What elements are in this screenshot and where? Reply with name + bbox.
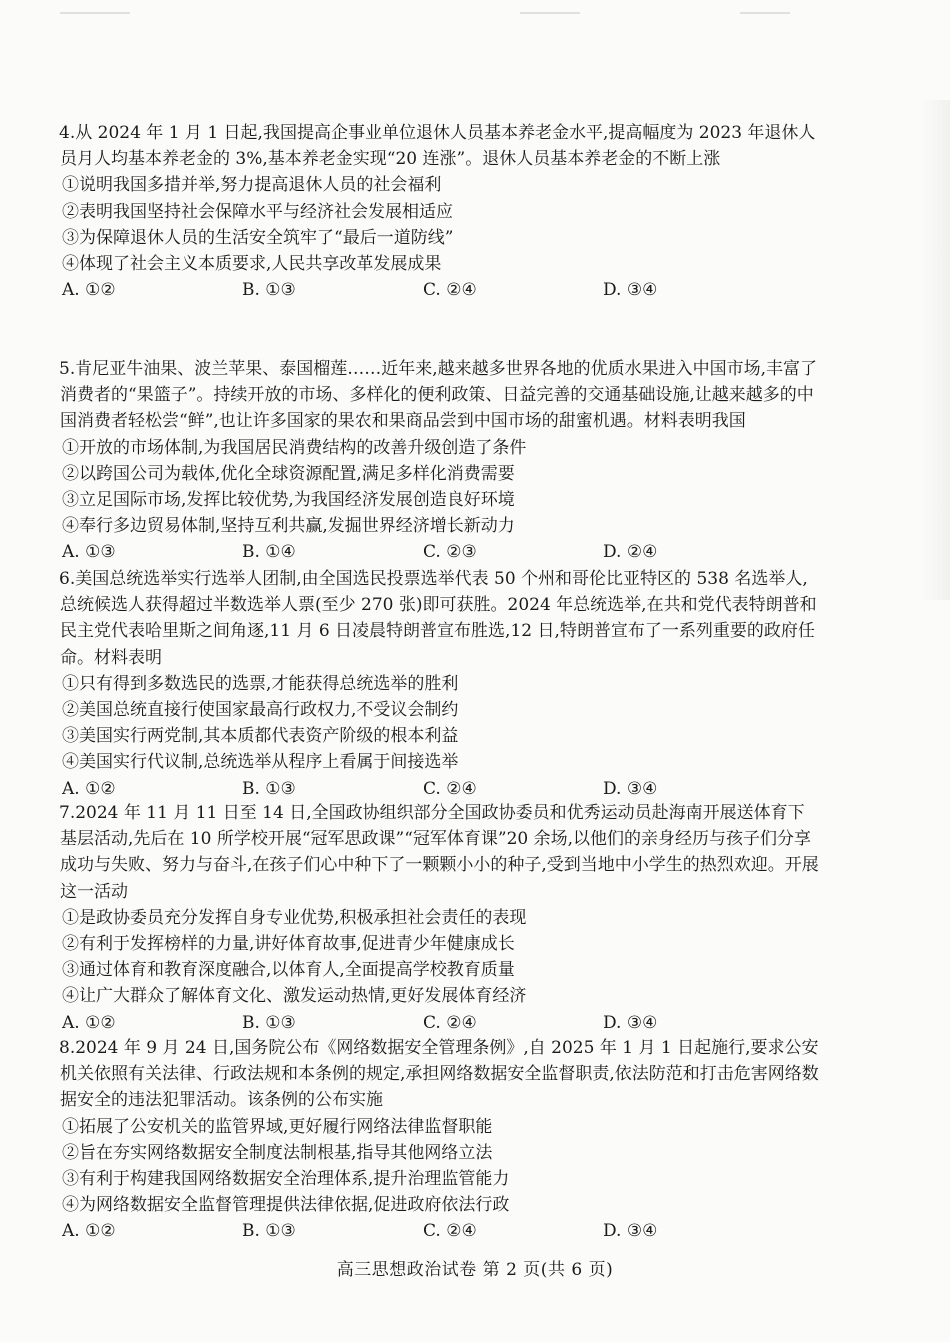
statement-option: ③为保障退休人员的生活安全筑牢了“最后一道防线”	[62, 227, 454, 248]
choice-a[interactable]: A. ①②	[62, 280, 116, 301]
scan-artifact	[740, 12, 790, 14]
question-stem: 6.美国总统选举实行选举人团制,由全国选民投票选举代表 50 个州和哥伦比亚特区的 538 名选举人,总统候选人获得超过半数选举人票(至少 270 张)即可获胜。2024 年总统选举,在共和党代表特朗普和民主党代表哈里斯之间角逐,11 月 6 日凌晨特朗普宣布胜选,12 日,特朗普宣布了一系列重要的政府任命。材料表明	[59, 569, 817, 668]
statement-option: ①是政协委员充分发挥自身专业优势,积极承担社会责任的表现	[62, 907, 527, 928]
answer-choices	[60, 776, 820, 802]
statement-option: ①拓展了公安机关的监管界域,更好履行网络法律监督职能	[62, 1116, 493, 1137]
choice-a[interactable]: A. ①②	[62, 1221, 116, 1242]
choice-d[interactable]: D. ③④	[603, 778, 658, 799]
statement-option: ②表明我国坚持社会保障水平与经济社会发展相适应	[62, 201, 453, 222]
choice-b[interactable]: B. ①④	[242, 542, 296, 563]
page-footer: 高三思想政治试卷 第 2 页(共 6 页)	[336, 1260, 614, 1280]
statement-option: ①说明我国多措并举,努力提高退休人员的社会福利	[62, 175, 442, 196]
statement-option: ④体现了社会主义本质要求,人民共享改革发展成果	[62, 254, 442, 275]
statement-option: ②有利于发挥榜样的力量,讲好体育故事,促进青少年健康成长	[62, 934, 515, 955]
choice-c[interactable]: C. ②④	[423, 778, 477, 799]
answer-choices	[60, 1010, 820, 1036]
statement-option: ④美国实行代议制,总统选举从程序上看属于间接选举	[62, 752, 459, 773]
choice-a[interactable]: A. ①②	[62, 1012, 116, 1033]
choice-d[interactable]: D. ②④	[603, 542, 658, 563]
choice-c[interactable]: C. ②④	[423, 1221, 477, 1242]
statement-option: ③有利于构建我国网络数据安全治理体系,提升治理监管能力	[62, 1169, 510, 1190]
choice-c[interactable]: C. ②④	[423, 1012, 477, 1033]
statement-option: ②旨在夯实网络数据安全制度法制根基,指导其他网络立法	[62, 1142, 493, 1163]
question-stem: 8.2024 年 9 月 24 日,国务院公布《网络数据安全管理条例》,自 2025 年 1 月 1 日起施行,要求公安机关依照有关法律、行政法规和本条例的规定,承担网络数据安全监督职责,依法防范和打击危害网络数据安全的违法犯罪活动。该条例的公布实施	[59, 1038, 819, 1111]
statement-option: ③立足国际市场,发挥比较优势,为我国经济发展创造良好环境	[62, 490, 515, 511]
statement-option: ③美国实行两党制,其本质都代表资产阶级的根本利益	[62, 726, 459, 747]
scan-artifact	[60, 12, 130, 14]
choice-d[interactable]: D. ③④	[603, 1012, 658, 1033]
scan-artifact	[520, 12, 580, 14]
scan-edge-shadow	[920, 100, 950, 600]
answer-choices	[60, 539, 820, 565]
question-7	[60, 800, 820, 1036]
statement-option: ①只有得到多数选民的选票,才能获得总统选举的胜利	[62, 673, 459, 694]
question-stem: 5.肯尼亚牛油果、波兰苹果、泰国榴莲……近年来,越来越多世界各地的优质水果进入中国市场,丰富了消费者的“果篮子”。持续开放的市场、多样化的便利政策、日益完善的交通基础设施,让越来越多的中国消费者轻松尝“鲜”,也让许多国家的果农和果商品尝到中国市场的甜蜜机遇。材料表明我国	[59, 359, 818, 432]
statement-option: ①开放的市场体制,为我国居民消费结构的改善升级创造了条件	[62, 437, 527, 458]
statement-option: ③通过体育和教育深度融合,以体育人,全面提高学校教育质量	[62, 960, 515, 981]
choice-c[interactable]: C. ②③	[423, 542, 477, 563]
choice-b[interactable]: B. ①③	[242, 280, 296, 301]
choice-d[interactable]: D. ③④	[603, 1221, 658, 1242]
question-stem: 4.从 2024 年 1 月 1 日起,我国提高企事业单位退休人员基本养老金水平,提高幅度为 2023 年退休人员月人均基本养老金的 3%,基本养老金实现“20 连涨”。退休人员基本养老金的不断上涨	[59, 123, 816, 170]
question-stem: 7.2024 年 11 月 11 日至 14 日,全国政协组织部分全国政协委员和优秀运动员赴海南开展送体育下基层活动,先后在 10 所学校开展“冠军思政课”“冠军体育课”20 余场,以他们的亲身经历与孩子们分享成功与失败、努力与奋斗,在孩子们心中种下了一颗颗小小的种子,受到当地中小学生的热烈欢迎。开展这一活动	[59, 803, 819, 902]
question-5	[60, 356, 820, 565]
answer-choices	[60, 277, 820, 303]
statement-option: ④为网络数据安全监督管理提供法律依据,促进政府依法行政	[62, 1195, 510, 1216]
choice-c[interactable]: C. ②④	[423, 280, 477, 301]
choice-b[interactable]: B. ①③	[242, 778, 296, 799]
question-6	[60, 566, 820, 802]
statement-option: ②美国总统直接行使国家最高行政权力,不受议会制约	[62, 700, 459, 721]
choice-b[interactable]: B. ①③	[242, 1012, 296, 1033]
answer-choices	[60, 1218, 820, 1244]
choice-a[interactable]: A. ①②	[62, 778, 116, 799]
choice-d[interactable]: D. ③④	[603, 280, 658, 301]
choice-a[interactable]: A. ①③	[62, 542, 116, 563]
statement-option: ②以跨国公司为载体,优化全球资源配置,满足多样化消费需要	[62, 463, 515, 484]
question-8	[60, 1035, 820, 1244]
question-4	[60, 120, 820, 303]
statement-option: ④奉行多边贸易体制,坚持互利共赢,发掘世界经济增长新动力	[62, 516, 515, 537]
statement-option: ④让广大群众了解体育文化、激发运动热情,更好发展体育经济	[62, 986, 527, 1007]
choice-b[interactable]: B. ①③	[242, 1221, 296, 1242]
